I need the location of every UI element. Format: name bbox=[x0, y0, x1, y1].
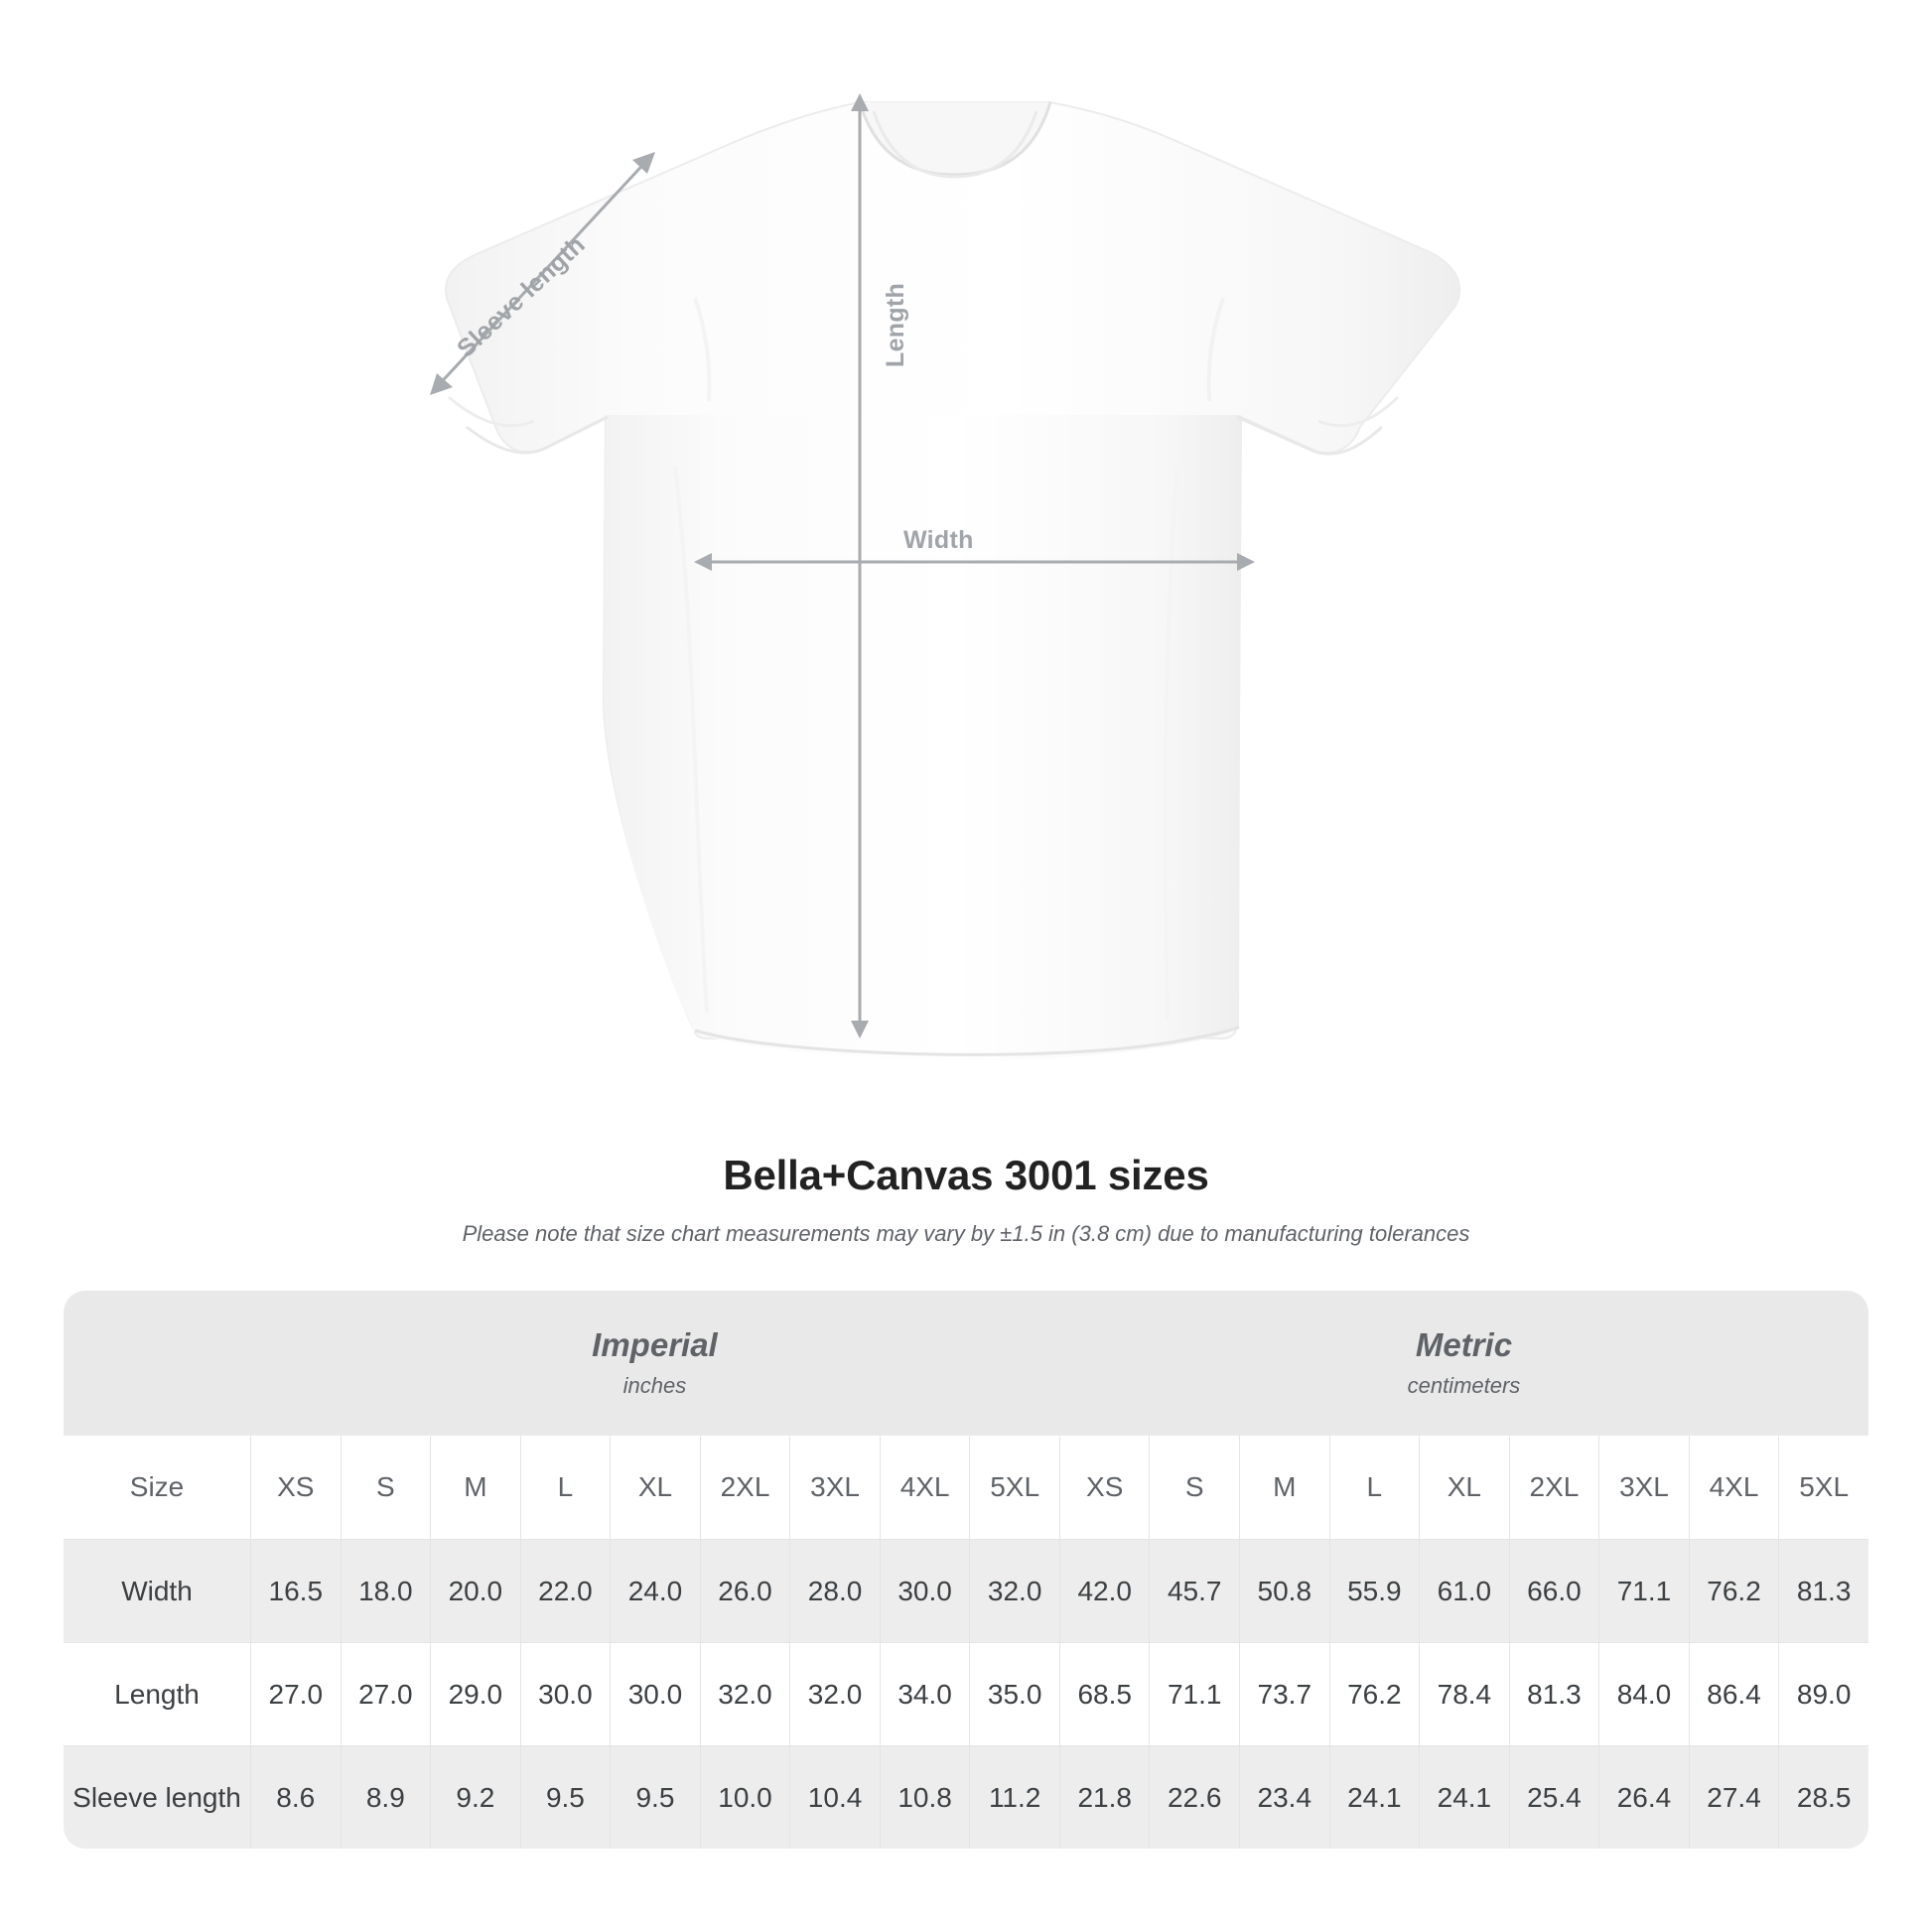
table-row bbox=[64, 1745, 1868, 1849]
table-row bbox=[64, 1539, 1868, 1642]
measurement-cell: 10.8 bbox=[880, 1745, 970, 1849]
measurement-cell: 8.9 bbox=[341, 1745, 431, 1849]
measurement-cell: 68.5 bbox=[1059, 1642, 1150, 1745]
size-column-header: XL bbox=[610, 1436, 700, 1539]
tolerance-note: Please note that size chart measurements may vary by ±1.5 in (3.8 cm) due to manufacturing tolerances bbox=[462, 1221, 1470, 1246]
size-column-header: XS bbox=[250, 1436, 341, 1539]
measurement-cell: 84.0 bbox=[1598, 1642, 1689, 1745]
measurement-cell: 22.6 bbox=[1149, 1745, 1239, 1849]
unit-group-subtitle: centimeters bbox=[1407, 1373, 1521, 1399]
size-column-header: L bbox=[520, 1436, 611, 1539]
measurement-cell: 61.0 bbox=[1419, 1539, 1509, 1642]
tshirt-shape bbox=[446, 102, 1459, 1060]
measurement-cell: 16.5 bbox=[250, 1539, 341, 1642]
measurement-cell: 76.2 bbox=[1689, 1539, 1779, 1642]
length-dimension-label: Length bbox=[882, 282, 909, 367]
measurement-cell: 71.1 bbox=[1598, 1539, 1689, 1642]
measurement-cell: 89.0 bbox=[1778, 1642, 1868, 1745]
size-column-header: L bbox=[1329, 1436, 1420, 1539]
measurement-cell: 35.0 bbox=[969, 1642, 1059, 1745]
measurement-cell: 71.1 bbox=[1149, 1642, 1239, 1745]
measurement-cell: 18.0 bbox=[341, 1539, 431, 1642]
unit-header-row bbox=[64, 1291, 1868, 1436]
unit-group-subtitle: inches bbox=[622, 1373, 687, 1399]
measurement-cell: 73.7 bbox=[1239, 1642, 1329, 1745]
measurement-cell: 27.0 bbox=[250, 1642, 341, 1745]
page-title: Bella+Canvas 3001 sizes bbox=[723, 1152, 1209, 1198]
measurement-cell: 9.5 bbox=[520, 1745, 611, 1849]
measurement-cell: 66.0 bbox=[1509, 1539, 1599, 1642]
row-label: Length bbox=[64, 1642, 250, 1745]
measurement-cell: 9.5 bbox=[610, 1745, 700, 1849]
measurement-cell: 42.0 bbox=[1059, 1539, 1150, 1642]
measurement-cell: 50.8 bbox=[1239, 1539, 1329, 1642]
size-column-header: M bbox=[1239, 1436, 1329, 1539]
size-column-header: 2XL bbox=[1509, 1436, 1599, 1539]
width-dimension-label: Width bbox=[903, 526, 974, 554]
size-table-wrapper bbox=[64, 1291, 1868, 1849]
size-column-header: 5XL bbox=[1778, 1436, 1868, 1539]
measurement-cell: 78.4 bbox=[1419, 1642, 1509, 1745]
row-label: Sleeve length bbox=[64, 1745, 250, 1849]
sleeve-length-dimension-label: Sleeve length bbox=[452, 230, 591, 363]
size-column-header: XL bbox=[1419, 1436, 1509, 1539]
size-header-row bbox=[64, 1436, 1868, 1539]
measurement-cell: 45.7 bbox=[1149, 1539, 1239, 1642]
measurement-cell: 29.0 bbox=[430, 1642, 520, 1745]
measurement-cell: 32.0 bbox=[789, 1642, 880, 1745]
size-table bbox=[64, 1291, 1868, 1849]
measurement-cell: 27.4 bbox=[1689, 1745, 1779, 1849]
size-column-header: 5XL bbox=[969, 1436, 1059, 1539]
measurement-cell: 11.2 bbox=[969, 1745, 1059, 1849]
size-column-header: 2XL bbox=[700, 1436, 790, 1539]
unit-group-title: Metric bbox=[1415, 1325, 1513, 1363]
size-column-header: 3XL bbox=[1598, 1436, 1689, 1539]
measurement-cell: 28.0 bbox=[789, 1539, 880, 1642]
measurement-cell: 30.0 bbox=[880, 1539, 970, 1642]
size-column-header: 4XL bbox=[880, 1436, 970, 1539]
measurement-cell: 23.4 bbox=[1239, 1745, 1329, 1849]
size-column-header: M bbox=[430, 1436, 520, 1539]
table-row bbox=[64, 1642, 1868, 1745]
measurement-cell: 32.0 bbox=[969, 1539, 1059, 1642]
row-label: Width bbox=[64, 1539, 250, 1642]
measurement-cell: 34.0 bbox=[880, 1642, 970, 1745]
measurement-cell: 9.2 bbox=[430, 1745, 520, 1849]
unit-group-imperial bbox=[250, 1291, 1059, 1436]
size-column-header: S bbox=[1149, 1436, 1239, 1539]
measurement-cell: 30.0 bbox=[520, 1642, 611, 1745]
measurement-cell: 22.0 bbox=[520, 1539, 611, 1642]
size-column-header: XS bbox=[1059, 1436, 1150, 1539]
measurement-cell: 26.0 bbox=[700, 1539, 790, 1642]
size-column-header: S bbox=[341, 1436, 431, 1539]
unit-header-corner bbox=[64, 1291, 250, 1436]
measurement-cell: 20.0 bbox=[430, 1539, 520, 1642]
measurement-cell: 81.3 bbox=[1778, 1539, 1868, 1642]
measurement-cell: 10.4 bbox=[789, 1745, 880, 1849]
unit-group-metric bbox=[1059, 1291, 1868, 1436]
measurement-cell: 24.0 bbox=[610, 1539, 700, 1642]
measurement-cell: 86.4 bbox=[1689, 1642, 1779, 1745]
size-column-header: 4XL bbox=[1689, 1436, 1779, 1539]
title-block bbox=[0, 1152, 1932, 1247]
measurement-cell: 76.2 bbox=[1329, 1642, 1420, 1745]
measurement-cell: 26.4 bbox=[1598, 1745, 1689, 1849]
measurement-cell: 27.0 bbox=[341, 1642, 431, 1745]
measurement-cell: 81.3 bbox=[1509, 1642, 1599, 1745]
measurement-cell: 55.9 bbox=[1329, 1539, 1420, 1642]
measurement-cell: 10.0 bbox=[700, 1745, 790, 1849]
measurement-cell: 25.4 bbox=[1509, 1745, 1599, 1849]
size-column-header: 3XL bbox=[789, 1436, 880, 1539]
measurement-cell: 30.0 bbox=[610, 1642, 700, 1745]
measurement-cell: 24.1 bbox=[1329, 1745, 1420, 1849]
measurement-cell: 21.8 bbox=[1059, 1745, 1150, 1849]
measurement-cell: 24.1 bbox=[1419, 1745, 1509, 1849]
unit-group-title: Imperial bbox=[592, 1325, 718, 1363]
measurement-cell: 8.6 bbox=[250, 1745, 341, 1849]
size-header-label: Size bbox=[64, 1436, 250, 1539]
measurement-cell: 32.0 bbox=[700, 1642, 790, 1745]
measurement-cell: 28.5 bbox=[1778, 1745, 1868, 1849]
